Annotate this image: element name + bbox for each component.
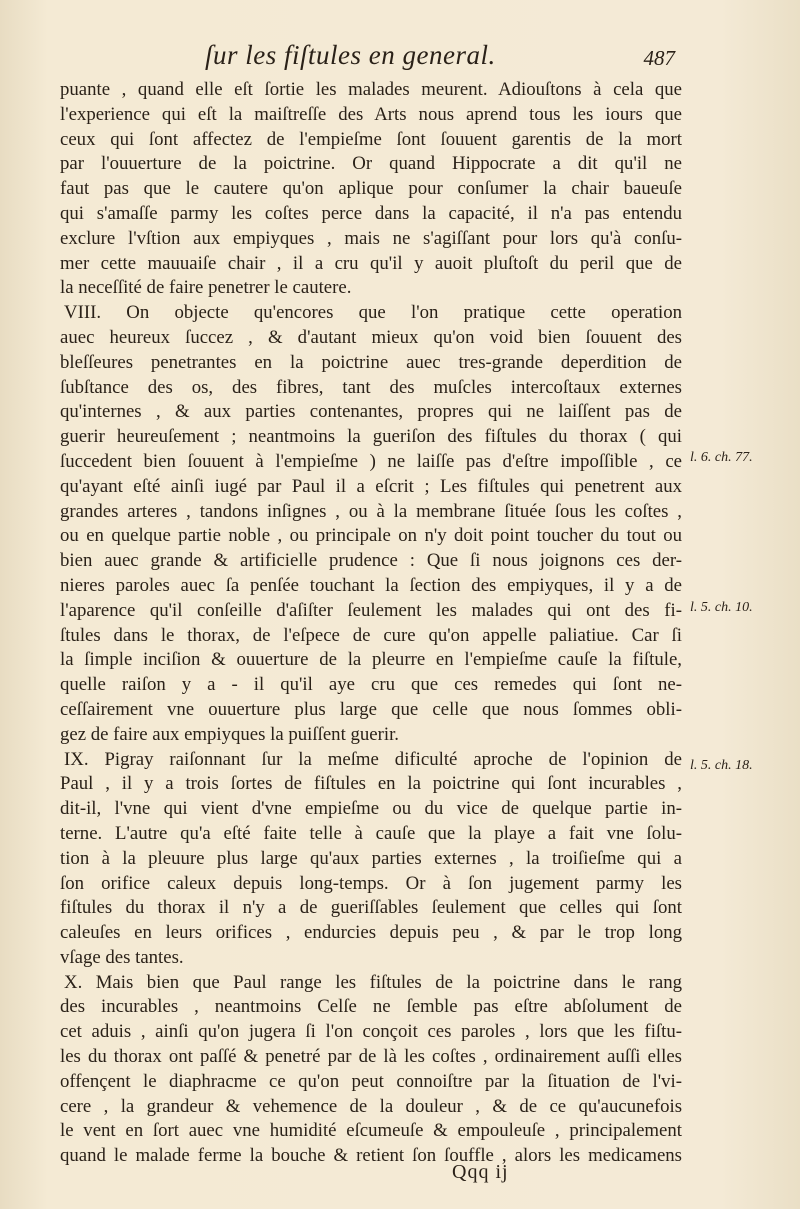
paragraph-start-x: X. Mais bien que Paul range les fiſtules de la poictrine dans le rang — [64, 971, 682, 993]
text-line: qu'internes , & aux parties contenantes, propres qui ne laiſſent pas de — [60, 401, 682, 423]
text-line: tion à la pleuure plus large qu'aux parties externes , la troiſieſme qui a — [60, 847, 682, 869]
text-line: qui s'amaſſe parmy les coſtes perce dans la capacité, il n'a pas entendu — [60, 202, 682, 224]
text-line: des incurables , neantmoins Celſe ne ſemble pas eſtre abſolument de — [60, 996, 682, 1018]
text-line: la neceſſité de faire penetrer le cautere. — [60, 277, 352, 299]
running-head — [205, 40, 675, 74]
text-line: fiſtules du thorax il n'y a de gueriſſables ſeulement que celles qui ſont — [60, 897, 682, 919]
body-text — [60, 78, 682, 1169]
text-line: ſtules dans le thorax, de l'eſpece de cure qu'on appelle paliatiue. Car ſi — [60, 624, 682, 646]
paragraph-start-ix: IX. Pigray raiſonnant ſur la meſme dificulté aproche de l'opinion de — [64, 748, 682, 770]
text-line: auec heureux ſuccez , & d'autant mieux qu'on void bien ſouuent des — [60, 326, 682, 348]
text-line: quand le malade ferme la bouche & retient ſon ſouffle , alors les medicamens — [60, 1145, 682, 1167]
text-line: les du thorax ont paſſé & penetré par de là les coſtes , ordinairement auſſi elles — [60, 1046, 682, 1068]
text-line: dit-il, l'vne qui vient d'vne empieſme ou du vice de quelque partie in- — [60, 798, 682, 820]
text-line: bleſſeures penetrantes en la poictrine auec tres-grande deperdition de — [60, 351, 682, 373]
text-line: caleuſes en leurs orifices , endurcies depuis peu , & par le trop long — [60, 922, 682, 944]
text-line: exclure l'vſtion aux empiyques , mais ne s'agiſſant pour lors qu'à conſu- — [60, 227, 682, 249]
text-line: ceſſairement vne ouuerture plus large que celle que nous ſommes obli- — [60, 698, 682, 720]
text-line: ſuccedent bien ſouuent à l'empieſme ) ne laiſſe pas d'eſtre impoſſible , ce — [60, 450, 682, 472]
text-line: qu'ayant eſté ainſi iugé par Paul il a eſcrit ; Les fiſtules qui penetrent aux — [60, 475, 682, 497]
margin-note: l. 6. ch. 77. — [690, 450, 753, 465]
text-line: par l'ouuerture de la poictrine. Or quand Hippocrate a dit qu'il ne — [60, 153, 682, 175]
text-line: ou en quelque partie noble , ou principale on n'y doit point toucher du tout ou — [60, 525, 682, 547]
text-line: ſubſtance des os, des fibres, tant des muſcles intercoſtaux externes — [60, 376, 682, 398]
text-line: gez de faire aux empiyques la puiſſent guerir. — [60, 723, 399, 745]
text-line: ſon orifice caleux depuis long-temps. Or à ſon jugement parmy les — [60, 872, 682, 894]
page-number: 487 — [643, 46, 675, 70]
text-line: la ſimple inciſion & ouuerture de la pleurre en l'empieſme cauſe la fiſtule, — [60, 649, 682, 671]
running-title: ſur les fiſtules en general. — [205, 40, 496, 70]
text-line: Paul , il y a trois ſortes de fiſtules en la poictrine qui ſont incurables , — [60, 773, 682, 795]
text-line: guerir heureuſement ; neantmoins la gueriſon des fiſtules du thorax ( qui — [60, 426, 682, 448]
paragraph-start-viii: VIII. On objecte qu'encores que l'on pratique cette operation — [64, 302, 682, 324]
text-line: ceux qui ſont affectez de l'empieſme ſont ſouuent garentis de la mort — [60, 128, 682, 150]
text-line: terne. L'autre qu'a eſté faite telle à cauſe que la playe a fait vne ſolu- — [60, 822, 682, 844]
signature-catchword: Qqq ij — [452, 1161, 509, 1183]
text-line: bien auec grande & artificielle prudence : Que ſi nous joignons ces der- — [60, 550, 682, 572]
margin-note: l. 5. ch. 10. — [690, 600, 753, 615]
text-line: mer cette mauuaiſe chair , il a cru qu'il y auoit pluſtoſt du peril que de — [60, 252, 682, 274]
text-line: l'experience qui eſt la maiſtreſſe des Arts nous aprend tous les iours que — [60, 103, 682, 125]
text-line: cet aduis , ainſi qu'on jugera ſi l'on conçoit ces paroles , lors que les fiſtu- — [60, 1021, 682, 1043]
margin-note: l. 5. ch. 18. — [690, 758, 753, 773]
text-line: quelle raiſon y a - il qu'il aye cru que ces remedes qui ſont ne- — [60, 674, 682, 696]
text-line: nieres paroles auec ſa penſée touchant la ſection des empiyques, il y a de — [60, 574, 682, 596]
text-line: le vent en ſort auec vne humidité eſcumeuſe & empouleuſe , principalement — [60, 1120, 682, 1142]
text-line: puante , quand elle eſt ſortie les malades meurent. Adiouſtons à cela que — [60, 79, 682, 100]
text-line: faut pas que le cautere qu'on aplique pour conſumer la chair baueuſe — [60, 178, 682, 200]
margin-notes — [690, 0, 800, 1209]
text-line: vſage des tantes. — [60, 946, 184, 968]
text-line: offençent le diaphracme ce qu'on peut connoiſtre par la ſituation de l'vi- — [60, 1070, 682, 1092]
text-line: l'aparence qu'il conſeille d'aſiſter ſeulement les malades qui ont des fi- — [60, 599, 682, 621]
text-line: grandes arteres , tandons inſignes , ou à la membrane ſituée ſous les coſtes , — [60, 500, 682, 522]
text-line: cere , la grandeur & vehemence de la douleur , & de ce qu'aucunefois — [60, 1095, 682, 1117]
